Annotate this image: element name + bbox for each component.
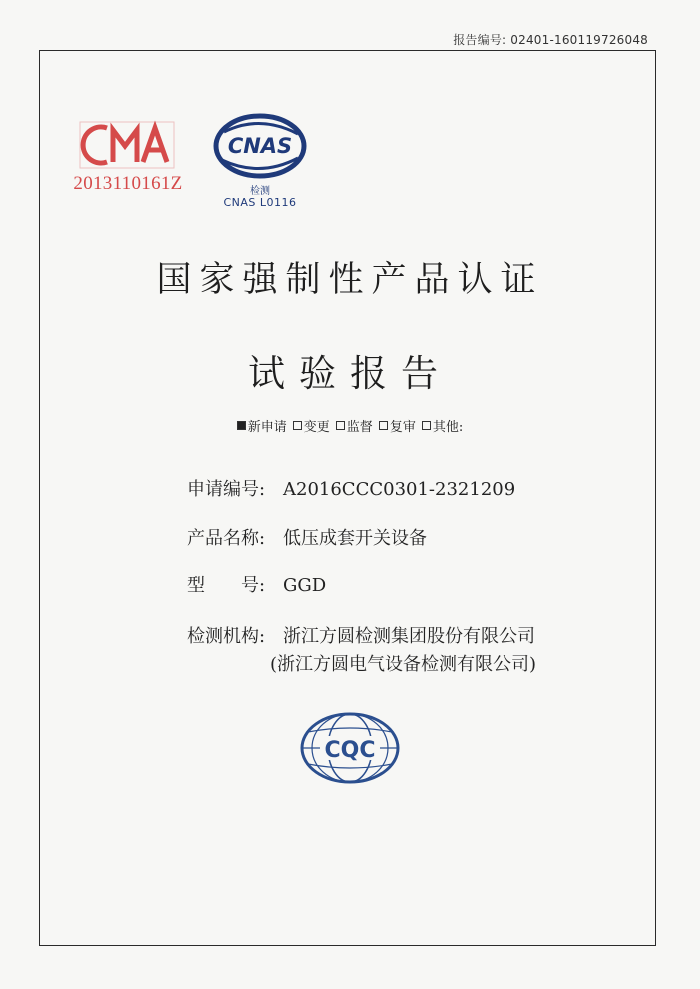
field-model	[187, 571, 326, 597]
cma-mark-icon	[77, 120, 177, 170]
field-lab-secondary: (浙江方圆电气设备检测有限公司)	[270, 654, 537, 675]
field-label: 型 号:	[187, 575, 266, 596]
field-product-name	[187, 524, 427, 550]
option-supervision[interactable]: 监督	[336, 416, 373, 435]
field-lab	[187, 622, 535, 648]
checkbox-empty-icon	[336, 421, 345, 430]
cqc-logo	[298, 710, 402, 786]
field-application-no	[187, 475, 515, 501]
title-line-1: 国家强制性产品认证	[156, 260, 544, 300]
checkbox-empty-icon	[379, 421, 388, 430]
cnas-accreditation-no: CNAS L0116	[223, 196, 297, 209]
cnas-sub-label: 检测	[250, 186, 270, 197]
cqc-wordmark: CQC	[324, 738, 376, 763]
cnas-globe-icon	[210, 112, 310, 182]
checkbox-checked-icon	[237, 421, 246, 430]
checkbox-empty-icon	[293, 421, 302, 430]
application-type-options	[0, 416, 700, 435]
field-value: 浙江方圆检测集团股份有限公司	[283, 626, 535, 647]
field-value: GGD	[283, 575, 327, 596]
field-value: 低压成套开关设备	[283, 528, 427, 549]
option-review[interactable]: 复审	[379, 416, 416, 435]
cnas-wordmark: CNAS	[227, 134, 293, 158]
cnas-logo	[210, 112, 310, 212]
cqc-globe-icon	[298, 710, 402, 786]
field-label: 检测机构:	[187, 626, 266, 647]
option-other[interactable]: 其他:	[422, 416, 463, 435]
checkbox-empty-icon	[422, 421, 431, 430]
option-change[interactable]: 变更	[293, 416, 330, 435]
field-value: A2016CCC0301-2321209	[283, 479, 516, 500]
cma-logo	[63, 120, 193, 200]
report-number: 报告编号: 02401-160119726048	[453, 33, 648, 47]
cma-code: 2013110161Z	[73, 173, 183, 194]
title-line-2: 试验报告	[248, 352, 452, 395]
field-label: 申请编号:	[187, 479, 266, 500]
option-new-application[interactable]: 新申请	[237, 416, 287, 435]
field-label: 产品名称:	[187, 528, 266, 549]
